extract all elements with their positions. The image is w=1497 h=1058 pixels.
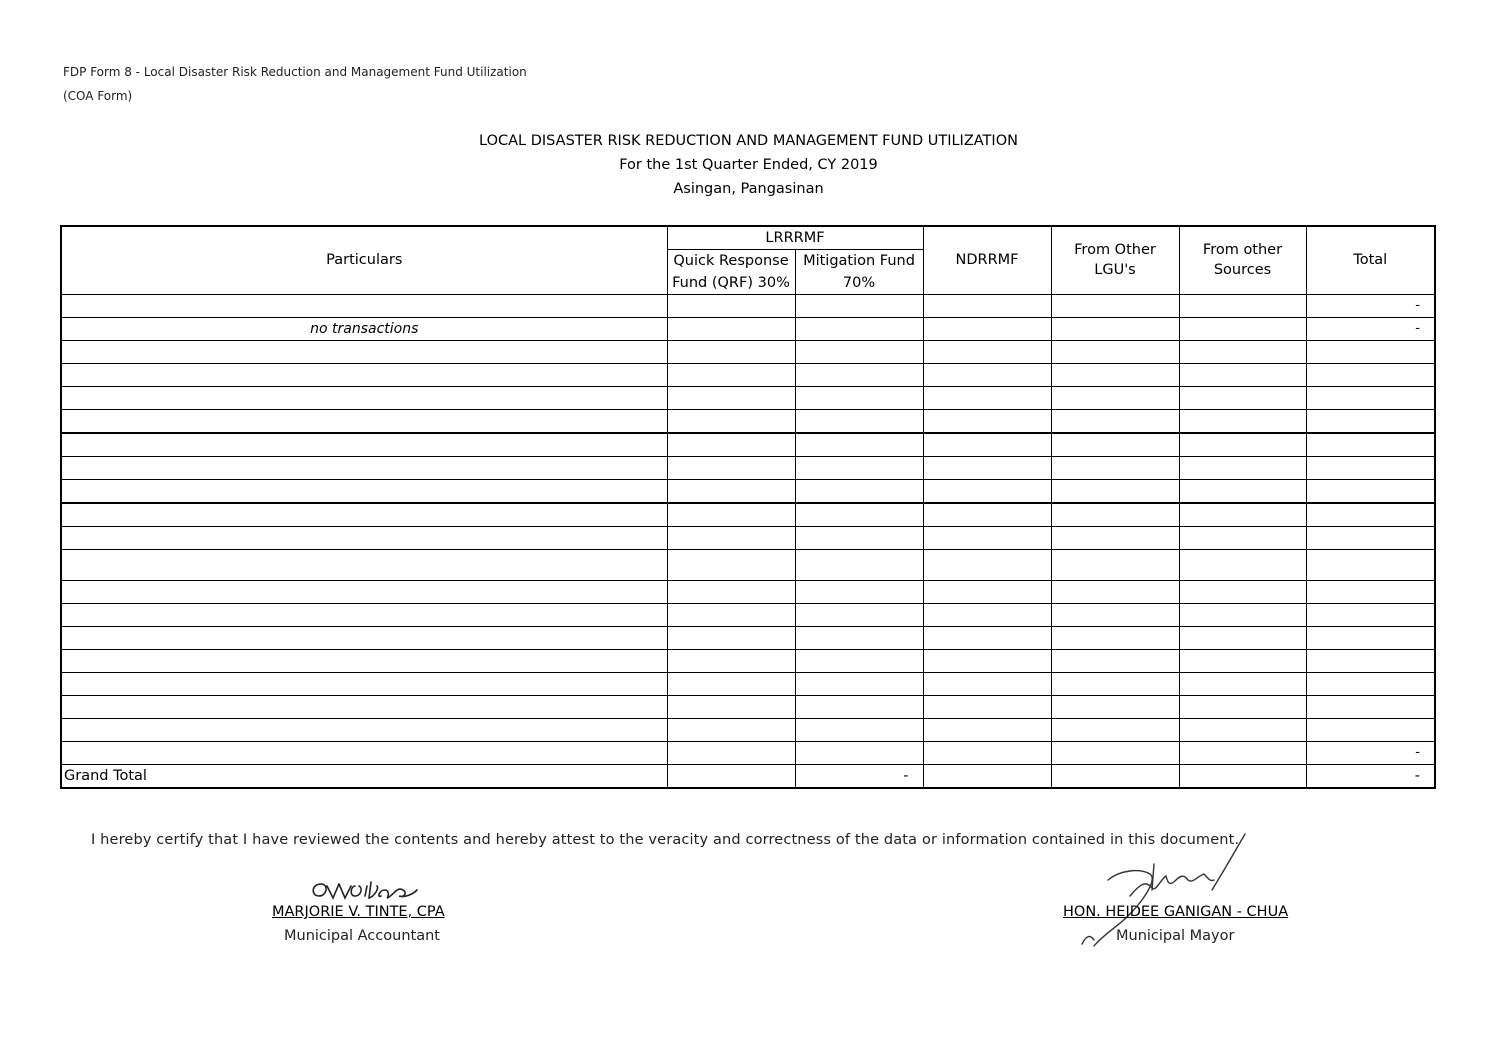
row-cell [1051, 386, 1179, 409]
row-cell [667, 340, 795, 363]
row-total [1306, 649, 1435, 672]
row-total [1306, 386, 1435, 409]
row-cell [1051, 363, 1179, 386]
row-cell [1051, 456, 1179, 479]
row-cell [923, 603, 1051, 626]
grand-total-total: - [1306, 764, 1435, 788]
table-row [61, 409, 1435, 433]
table-row [61, 294, 1435, 317]
row-cell [923, 294, 1051, 317]
row-cell [1179, 386, 1306, 409]
mayor-title: Municipal Mayor [1116, 928, 1235, 944]
row-cell [1051, 626, 1179, 649]
row-cell [795, 603, 923, 626]
row-cell [667, 580, 795, 603]
header-ndrrmf: NDRRMF [923, 226, 1051, 294]
row-particulars [61, 340, 667, 363]
row-cell [1179, 479, 1306, 503]
row-cell [1051, 549, 1179, 580]
row-cell [795, 741, 923, 764]
row-particulars [61, 580, 667, 603]
row-cell [667, 603, 795, 626]
table-row [61, 603, 1435, 626]
row-cell [795, 549, 923, 580]
row-cell [1051, 433, 1179, 457]
row-cell [1179, 672, 1306, 695]
row-cell [795, 526, 923, 549]
row-cell [667, 672, 795, 695]
grand-total-other-lgus [1051, 764, 1179, 788]
row-particulars [61, 672, 667, 695]
row-cell [1051, 317, 1179, 340]
row-cell [1051, 409, 1179, 433]
row-cell [795, 695, 923, 718]
grand-total-ndrrmf [923, 764, 1051, 788]
row-particulars [61, 294, 667, 317]
row-cell [795, 317, 923, 340]
table-row [61, 340, 1435, 363]
row-total: - [1306, 741, 1435, 764]
row-cell [667, 741, 795, 764]
row-cell [795, 386, 923, 409]
row-cell [1179, 603, 1306, 626]
row-cell [1179, 456, 1306, 479]
row-cell [1179, 695, 1306, 718]
row-cell [1179, 340, 1306, 363]
row-cell [1179, 649, 1306, 672]
row-particulars [61, 503, 667, 527]
row-cell [1051, 741, 1179, 764]
row-cell [923, 649, 1051, 672]
table-row [61, 317, 1435, 340]
row-cell [923, 695, 1051, 718]
accountant-name: MARJORIE V. TINTE, CPA [272, 904, 445, 920]
row-particulars [61, 741, 667, 764]
coa-form-label: (COA Form) [63, 89, 133, 103]
row-particulars [61, 626, 667, 649]
header-mitigation-line2: 70% [795, 272, 923, 294]
row-cell [923, 626, 1051, 649]
row-total [1306, 479, 1435, 503]
row-cell [1051, 672, 1179, 695]
grand-total-label: Grand Total [61, 764, 667, 788]
row-total [1306, 549, 1435, 580]
table-row [61, 695, 1435, 718]
row-cell [795, 456, 923, 479]
table-row [61, 549, 1435, 580]
row-cell [667, 479, 795, 503]
row-cell [1179, 526, 1306, 549]
row-total [1306, 340, 1435, 363]
row-total [1306, 580, 1435, 603]
row-cell [1179, 549, 1306, 580]
row-cell [1051, 526, 1179, 549]
row-cell [667, 456, 795, 479]
certification-statement: I hereby certify that I have reviewed the contents and hereby attest to the veracity and correctness of the data or information contained in this document. [91, 832, 1240, 848]
table-row [61, 649, 1435, 672]
row-particulars [61, 409, 667, 433]
header-from-other-lgus-line1: From Other [1074, 242, 1156, 259]
row-cell [923, 386, 1051, 409]
grand-total-row [61, 764, 1435, 788]
table-row [61, 580, 1435, 603]
row-cell [667, 433, 795, 457]
table-row [61, 718, 1435, 741]
header-lrrrmf: LRRRMF [667, 226, 923, 249]
row-cell [1179, 409, 1306, 433]
row-particulars: no transactions [61, 317, 667, 340]
header-total: Total [1306, 226, 1435, 294]
row-total [1306, 433, 1435, 457]
table-row [61, 672, 1435, 695]
row-total [1306, 503, 1435, 527]
row-cell [923, 549, 1051, 580]
row-cell [1179, 363, 1306, 386]
grand-total-qrf [667, 764, 795, 788]
row-total: - [1306, 317, 1435, 340]
row-particulars [61, 479, 667, 503]
row-total [1306, 718, 1435, 741]
row-cell [923, 741, 1051, 764]
header-particulars: Particulars [61, 226, 667, 294]
row-cell [795, 294, 923, 317]
row-cell [923, 580, 1051, 603]
row-total [1306, 526, 1435, 549]
row-cell [923, 479, 1051, 503]
row-cell [1051, 479, 1179, 503]
row-total [1306, 603, 1435, 626]
row-particulars [61, 526, 667, 549]
row-cell [1179, 741, 1306, 764]
accountant-title: Municipal Accountant [284, 928, 440, 944]
row-total [1306, 456, 1435, 479]
row-cell [923, 503, 1051, 527]
table-row [61, 433, 1435, 457]
grand-total-other-sources [1179, 764, 1306, 788]
row-cell [795, 363, 923, 386]
row-total [1306, 695, 1435, 718]
table-row [61, 741, 1435, 764]
row-cell [923, 456, 1051, 479]
fund-utilization-table [60, 225, 1436, 789]
row-cell [667, 317, 795, 340]
header-from-other-lgus-line2: LGU's [1094, 262, 1136, 279]
row-cell [795, 649, 923, 672]
row-cell [1051, 294, 1179, 317]
row-total [1306, 363, 1435, 386]
row-cell [1051, 580, 1179, 603]
row-cell [795, 672, 923, 695]
location: Asingan, Pangasinan [673, 181, 824, 197]
row-particulars [61, 549, 667, 580]
header-from-other-lgus [1051, 226, 1179, 294]
row-cell [1179, 626, 1306, 649]
header-from-other-sources-line2: Sources [1213, 262, 1272, 279]
row-particulars [61, 386, 667, 409]
row-cell [923, 317, 1051, 340]
row-cell [795, 718, 923, 741]
row-cell [667, 718, 795, 741]
table-row [61, 363, 1435, 386]
row-cell [667, 386, 795, 409]
row-cell [1179, 317, 1306, 340]
row-cell [667, 549, 795, 580]
row-particulars [61, 363, 667, 386]
row-particulars [61, 603, 667, 626]
row-cell [667, 526, 795, 549]
row-cell [667, 409, 795, 433]
row-cell [1179, 294, 1306, 317]
table-row [61, 479, 1435, 503]
row-cell [923, 672, 1051, 695]
row-cell [795, 503, 923, 527]
row-cell [667, 695, 795, 718]
header-qrf-line1: Quick Response [667, 249, 795, 272]
row-cell [1051, 603, 1179, 626]
row-particulars [61, 718, 667, 741]
row-cell [1179, 503, 1306, 527]
row-cell [1179, 433, 1306, 457]
row-cell [923, 363, 1051, 386]
row-cell [795, 433, 923, 457]
header-mitigation-line1: Mitigation Fund [795, 249, 923, 272]
row-cell [795, 340, 923, 363]
grand-total-mitigation: - [795, 764, 923, 788]
row-cell [667, 503, 795, 527]
row-total [1306, 409, 1435, 433]
table-row [61, 526, 1435, 549]
row-cell [923, 409, 1051, 433]
row-particulars [61, 649, 667, 672]
row-cell [667, 363, 795, 386]
row-cell [923, 526, 1051, 549]
row-cell [667, 649, 795, 672]
table-row [61, 503, 1435, 527]
row-cell [923, 340, 1051, 363]
reporting-period: For the 1st Quarter Ended, CY 2019 [619, 157, 878, 173]
row-cell [667, 626, 795, 649]
row-total: - [1306, 294, 1435, 317]
row-cell [1051, 649, 1179, 672]
header-from-other-sources [1179, 226, 1306, 294]
table-row [61, 456, 1435, 479]
row-cell [923, 718, 1051, 741]
row-total [1306, 672, 1435, 695]
row-cell [795, 479, 923, 503]
row-cell [795, 626, 923, 649]
row-cell [667, 294, 795, 317]
row-cell [1179, 580, 1306, 603]
row-cell [923, 433, 1051, 457]
row-cell [1051, 718, 1179, 741]
document-title: LOCAL DISASTER RISK REDUCTION AND MANAGEMENT FUND UTILIZATION [479, 133, 1018, 149]
row-cell [1051, 340, 1179, 363]
row-particulars [61, 433, 667, 457]
header-qrf-line2: Fund (QRF) 30% [667, 272, 795, 294]
table-row [61, 626, 1435, 649]
row-particulars [61, 456, 667, 479]
row-particulars [61, 695, 667, 718]
form-code: FDP Form 8 - Local Disaster Risk Reduction and Management Fund Utilization [63, 65, 527, 79]
row-cell [1051, 695, 1179, 718]
row-cell [795, 580, 923, 603]
mayor-name: HON. HEIDEE GANIGAN - CHUA [1063, 904, 1289, 920]
row-cell [1051, 503, 1179, 527]
header-from-other-sources-line1: From other [1202, 242, 1283, 259]
table-row [61, 386, 1435, 409]
row-cell [795, 409, 923, 433]
row-cell [1179, 718, 1306, 741]
row-total [1306, 626, 1435, 649]
